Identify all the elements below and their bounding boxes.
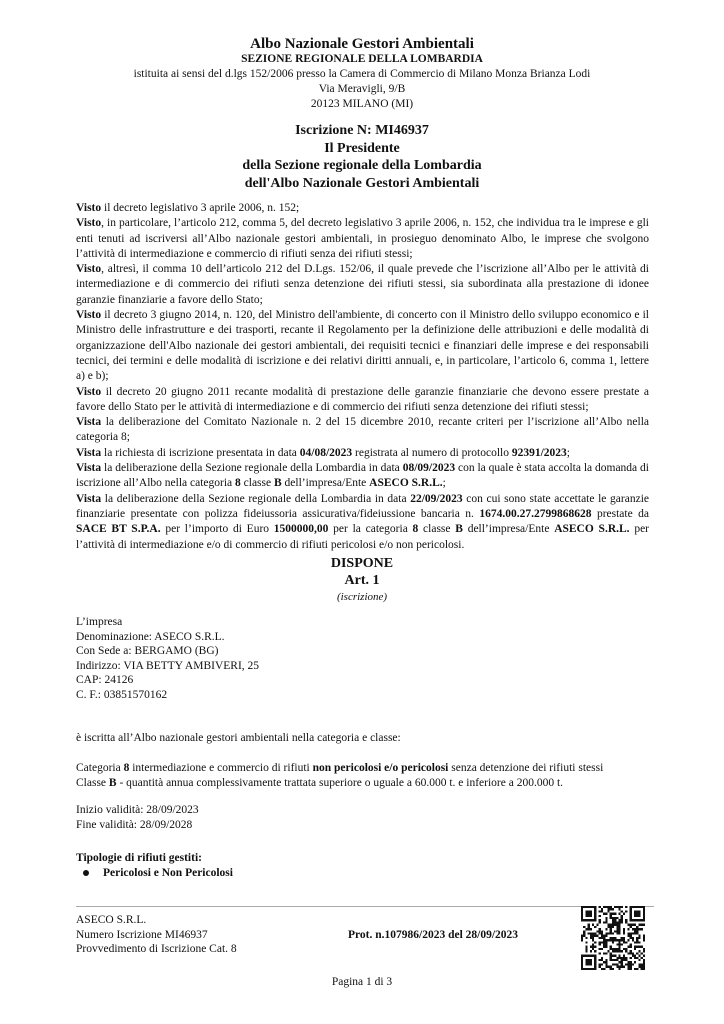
document-header (0, 37, 724, 112)
registration-heading (0, 122, 724, 192)
footer-company: ASECO S.R.L. (76, 914, 147, 926)
recital-paragraph: Visto il decreto legislativo 3 aprile 2006, n. 152; (76, 202, 300, 214)
category-block (76, 761, 603, 790)
section-name: SEZIONE REGIONALE DELLA LOMBARDIA (241, 53, 483, 65)
company-intro: L’impresa (76, 616, 123, 628)
article-title: Art. 1 (344, 572, 380, 588)
waste-types-heading: Tipologie di rifiuti gestiti: (76, 852, 202, 864)
list-item (76, 866, 233, 881)
established-note: istituita ai sensi del d.lgs 152/2006 presso la Camera di Commercio di Milano Monza Brianza Lodi (133, 68, 591, 80)
validity-block (76, 803, 199, 832)
company-address: Indirizzo: VIA BETTY AMBIVERI, 25 (76, 659, 260, 672)
footer-provvedimento: Provvedimento di Iscrizione Cat. 8 (76, 943, 237, 955)
protocol-reference: Prot. n.107986/2023 del 28/09/2023 (348, 929, 519, 941)
article-subtitle: (iscrizione) (336, 591, 388, 603)
dispone-heading (0, 556, 724, 606)
recital-paragraph: Visto, in particolare, l’articolo 212, comma 5, del decreto legislativo 3 aprile 2006, n. 152, che individua tra le imprese e gli enti tenuti ad iscriversi all’Albo nazionale gestori ambientali, in prosieguo denominato Albo, le imprese che svolgono l’attività di intermediazione e commercio di rifiuti senza dei rifiuti stessi; (76, 217, 649, 260)
waste-types (76, 851, 233, 880)
footer-info (76, 913, 237, 957)
recitals (76, 201, 649, 553)
address-street: Via Meravigli, 9/B (318, 83, 406, 95)
registry-line: dell'Albo Nazionale Gestori Ambientali (244, 175, 480, 191)
class-line: Classe B - quantità annua complessivamente trattata superiore o uguale a 60.000 t. e inferiore a 200.000 t. (76, 776, 564, 789)
company-name: Denominazione: ASECO S.R.L. (76, 630, 225, 643)
recital-paragraph: Visto il decreto 3 giugno 2014, n. 120, del Ministro dell'ambiente, di concerto con il Ministro dello sviluppo economico e il Ministro delle infrastrutture e dei trasporti, recante il Regolamento per la definizione delle attribuzioni e delle modalità di organizzazione dell'Albo nazionale dei gestori ambientali, dei requisiti tecnici e finanziari delle imprese e dei responsabili tecnici, dei termini e delle modalità di iscrizione e dei relativi diritti annuali, e, in particolare, l’articolo 6, comma 1, lettere a) e b); (76, 309, 649, 383)
validity-end: Fine validità: 28/09/2028 (76, 818, 193, 831)
category-intro: è iscritta all’Albo nazionale gestori ambientali nella categoria e classe: (76, 732, 401, 744)
waste-type-label: Pericolosi e Non Pericolosi (103, 866, 233, 879)
company-tax-code: C. F.: 03851570162 (76, 688, 168, 701)
bullet-icon (83, 870, 89, 876)
recital-request: Vista la richiesta di iscrizione presentata in data 04/08/2023 registrata al numero di protocollo 92391/2023; (76, 446, 570, 459)
recital-deliberation-2: Vista la deliberazione della Sezione regionale della Lombardia in data 22/09/2023 con cui sono state accettate le garanzie finanziarie presentate con polizza fideiussoria assicurativa/fideiussione bancaria n. 1674.00.27.2799868628 prestate da SACE BT S.P.A. per l’importo di Euro 1500000,00 per la categoria 8 classe B dell’impresa/Ente ASECO S.R.L. per l’attività di intermediazione e/o di commercio di rifiuti pericolosi e/o non pericolosi. (76, 492, 649, 551)
president-line: Il Presidente (324, 140, 400, 156)
section-line: della Sezione regionale della Lombardia (242, 158, 482, 173)
company-seat: Con Sede a: BERGAMO (BG) (76, 645, 219, 657)
address-city: 20123 MILANO (MI) (310, 98, 414, 110)
registry-title: Albo Nazionale Gestori Ambientali (250, 36, 474, 52)
validity-start: Inizio validità: 28/09/2023 (76, 804, 199, 816)
registration-number: Iscrizione N: MI46937 (295, 123, 429, 138)
footer-registration-number: Numero Iscrizione MI46937 (76, 928, 208, 941)
company-cap: CAP: 24126 (76, 674, 134, 686)
recital-paragraph: Visto il decreto 20 giugno 2011 recante modalità di prestazione delle garanzie finanziarie che devono essere prestate a favore dello Stato per le attività di intermediazione e di commercio dei rifiuti senza detenzione dei rifiuti stessi; (76, 385, 649, 413)
dispone-title: DISPONE (330, 556, 394, 571)
qr-code-icon (581, 906, 645, 970)
category-line: Categoria 8 intermediazione e commercio di rifiuti non pericolosi e/o pericolosi senza detenzione dei rifiuti stessi (76, 762, 604, 774)
company-details (76, 615, 259, 702)
recital-paragraph: Vista la deliberazione del Comitato Nazionale n. 2 del 15 dicembre 2010, recante criteri per l’iscrizione all’Albo nella categoria 8; (76, 416, 649, 444)
page-number: Pagina 1 di 3 (331, 976, 393, 988)
footer-divider (76, 906, 654, 907)
recital-deliberation-1: Vista la deliberazione della Sezione regionale della Lombardia in data 08/09/2023 con la quale è stata accolta la domanda di iscrizione all’Albo nella categoria 8 classe B dell’impresa/Ente ASECO S.R.L.; (76, 462, 649, 490)
recital-paragraph: Visto, altresì, il comma 10 dell’articolo 212 del D.Lgs. 152/06, il quale prevede che l’iscrizione all’Albo per le attività di intermediazione e di commercio dei rifiuti senza detenzione dei rifiuti stessi, sia subordinata alla prestazione di idonee garanzie finanziarie a favore dello Stato; (76, 263, 649, 306)
